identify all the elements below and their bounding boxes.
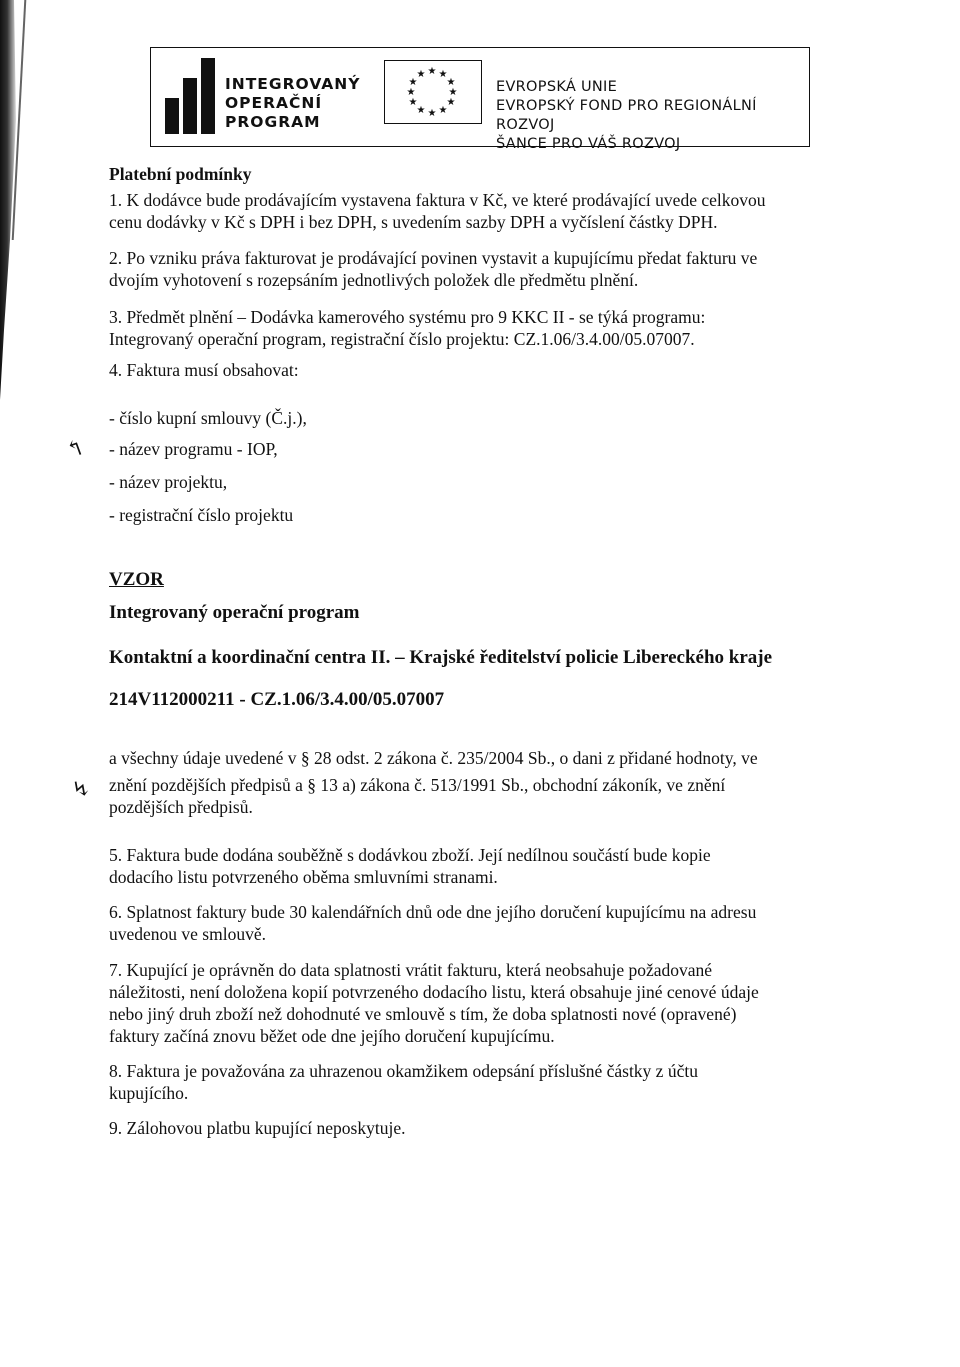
list-item: - název projektu,	[109, 472, 228, 492]
vzor-centre: Kontaktní a koordinační centra II. – Krajské ředitelství policie Libereckého kraje	[109, 647, 773, 668]
paragraph-8-line-2: kupujícího.	[109, 1083, 189, 1103]
iop-line-3: PROGRAM	[225, 113, 321, 131]
header-logo-box	[150, 47, 810, 152]
paragraph-5-line-2: dodacího listu potvrzeného oběma smluvními stranami.	[109, 867, 498, 887]
list-item: - název programu - IOP,	[109, 439, 278, 459]
paragraph-5-line-1: 5. Faktura bude dodána souběžně s dodávkou zboží. Její nedílnou součástí bude kopie	[109, 845, 711, 865]
vzor-heading: VZOR	[109, 569, 164, 590]
paragraph-2-line-2: dvojím vyhotovení s rozepsáním jednotlivých položek dle předmětu plnění.	[109, 270, 639, 290]
margin-pen-mark: ↯	[68, 773, 94, 804]
svg-text:★: ★	[416, 105, 426, 116]
paragraph-6-line-1: 6. Splatnost faktury bude 30 kalendářních dnů ode dne jejího doručení kupujícímu na adresu	[109, 902, 757, 922]
list-item: - číslo kupní smlouvy (Č.j.),	[109, 408, 307, 428]
section-title: Platební podmínky	[109, 164, 252, 184]
svg-text:★: ★	[438, 105, 448, 116]
paragraph-6-line-2: uvedenou ve smlouvě.	[109, 924, 266, 944]
paragraph-3-line-2: Integrovaný operační program, registrační číslo projektu: CZ.1.06/3.4.00/05.07007.	[109, 329, 695, 349]
paragraph-7-line-1: 7. Kupující je oprávněn do data splatnosti vrátit fakturu, která neobsahuje požadované	[109, 960, 713, 980]
svg-text:★: ★	[416, 69, 426, 80]
iop-logo-text	[225, 75, 360, 132]
paragraph-vat-line-2: znění pozdějších předpisů a § 13 a) zákona č. 513/1991 Sb., obchodní zákoník, ve znění	[109, 775, 726, 795]
eu-logo-text	[496, 78, 809, 154]
paragraph-3-line-1: 3. Předmět plnění – Dodávka kamerového systému pro 9 KKC II - se týká programu:	[109, 307, 706, 327]
margin-pen-mark: ↰	[62, 433, 88, 464]
svg-text:★: ★	[408, 77, 418, 88]
paragraph-vat-line-1: a všechny údaje uvedené v § 28 odst. 2 zákona č. 235/2004 Sb., o dani z přidané hodnoty, ve	[109, 748, 758, 768]
paragraph-7-line-2: náležitosti, není doložena kopií potvrzeného dodacího listu, která obsahuje jiné cenové údaje	[109, 982, 759, 1002]
iop-line-2: OPERAČNÍ	[225, 94, 323, 112]
svg-text:★: ★	[448, 87, 458, 98]
iop-logo-icon	[165, 58, 221, 134]
paragraph-2-line-1: 2. Po vzniku práva fakturovat je prodávající povinen vystavit a kupujícímu předat fakturu ve	[109, 248, 758, 268]
paragraph-7-line-4: faktury začíná znovu běžet ode dne jejího doručení kupujícímu.	[109, 1026, 555, 1046]
eu-line-1: EVROPSKÁ UNIE	[496, 79, 618, 95]
svg-text:★: ★	[408, 97, 418, 108]
svg-text:★: ★	[446, 77, 456, 88]
svg-text:★: ★	[438, 69, 448, 80]
paragraph-4: 4. Faktura musí obsahovat:	[109, 360, 299, 380]
vzor-program: Integrovaný operační program	[109, 602, 360, 623]
list-item: - registrační číslo projektu	[109, 505, 294, 525]
svg-text:★: ★	[427, 108, 437, 119]
paragraph-1-line-2: cenu dodávky v Kč s DPH i bez DPH, s uvedením sazby DPH a vyčíslení částky DPH.	[109, 212, 718, 232]
svg-text:★: ★	[446, 97, 456, 108]
svg-text:★: ★	[406, 87, 416, 98]
paragraph-vat-line-3: pozdějších předpisů.	[109, 797, 253, 817]
svg-text:★: ★	[427, 66, 437, 77]
paragraph-9: 9. Zálohovou platbu kupující neposkytuje.	[109, 1118, 406, 1138]
paragraph-1-line-1: 1. K dodávce bude prodávajícím vystavena faktura v Kč, ve které prodávající uvede celkovou	[109, 190, 766, 210]
eu-line-3: ŠANCE PRO VÁŠ ROZVOJ	[496, 136, 681, 152]
paragraph-7-line-3: nebo jiný druh zboží než dohodnuté ve smlouvě s tím, že doba splatnosti nové (opravené)	[109, 1004, 737, 1024]
paragraph-8-line-1: 8. Faktura je považována za uhrazenou okamžikem odepsání příslušné částky z účtu	[109, 1061, 698, 1081]
eu-flag-icon	[384, 60, 482, 124]
eu-line-2: EVROPSKÝ FOND PRO REGIONÁLNÍ ROZVOJ	[496, 98, 757, 133]
iop-line-1: INTEGROVANÝ	[225, 75, 361, 93]
vzor-number: 214V112000211 - CZ.1.06/3.4.00/05.07007	[109, 689, 445, 710]
